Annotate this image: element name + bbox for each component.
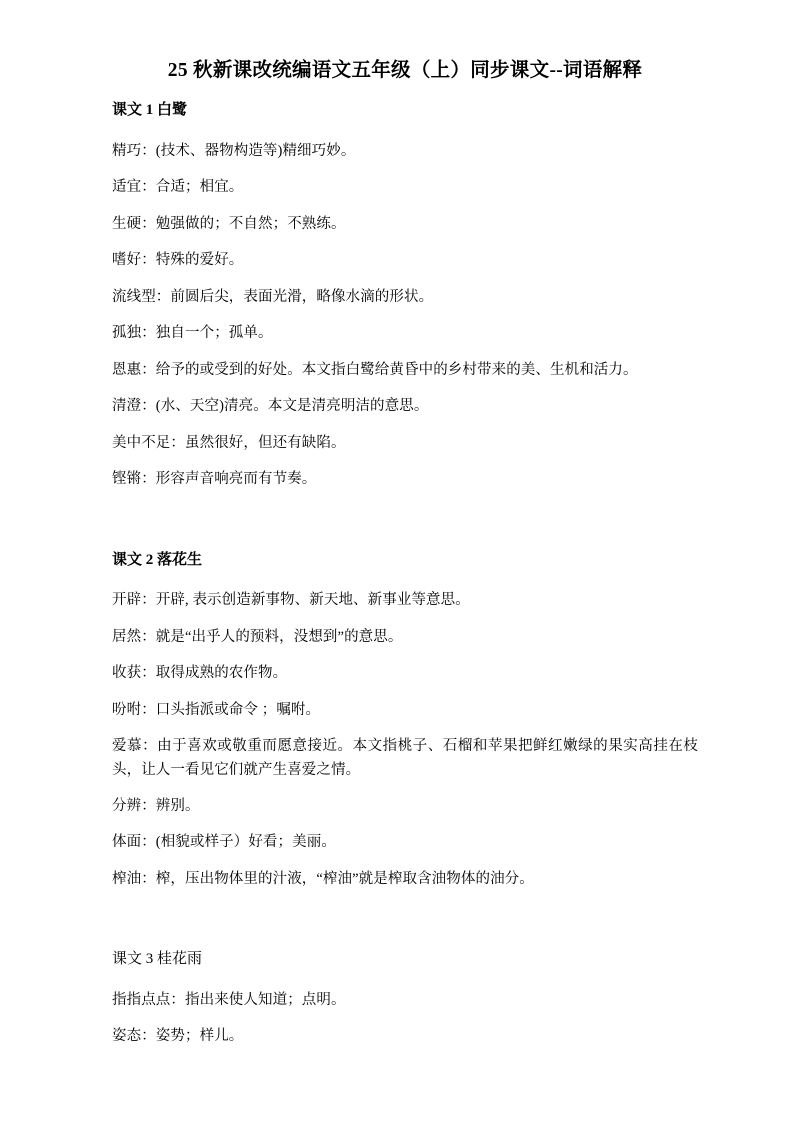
definition-entry: 美中不足：虽然很好，但还有缺陷。	[112, 434, 346, 451]
definition-entry: 孤独：独自一个；孤单。	[112, 325, 273, 342]
definition-entry: 居然：就是“出乎人的预料，没想到”的意思。	[112, 628, 403, 645]
section-spacer	[112, 904, 698, 934]
definition-entry: 流线型：前圆后尖，表面光滑，略像水滴的形状。	[112, 288, 434, 305]
definition-entry: 分辨：辨别。	[112, 798, 200, 814]
section-spacer	[112, 505, 698, 535]
section-heading-1: 课文 1 白鹭	[112, 102, 188, 119]
definition-entry: 适宜：合适；相宜。	[112, 179, 244, 196]
definition-entry: 精巧：(技术、器物构造等)精细巧妙。	[112, 142, 356, 159]
definition-entry: 榨油：榨，压出物体里的汁液，“榨油”就是榨取含油物体的油分。	[112, 870, 534, 887]
definition-entry: 姿态：姿势；样儿。	[112, 1028, 244, 1045]
definition-entry: 恩惠：给予的或受到的好处。本文指白鹭给黄昏中的乡村带来的美、生机和活力。	[112, 361, 638, 378]
section-heading-2: 课文 2 落花生	[112, 551, 203, 568]
definition-entry: 收获：取得成熟的农作物。	[112, 665, 288, 682]
definition-entry: 体面：(相貌或样子）好看；美丽。	[112, 834, 336, 851]
page-title: 25 秋新课改统编语文五年级（上）同步课文--词语解释	[167, 60, 643, 81]
definition-entry: 开辟：开辟, 表示创造新事物、新天地、新事业等意思。	[112, 592, 470, 609]
definition-entry: 指指点点：指出来使人知道；点明。	[112, 991, 346, 1008]
section-heading-3: 课文 3 桂花雨	[112, 951, 203, 968]
definition-entry: 清澄：(水、天空)清亮。本文是清亮明洁的意思。	[112, 398, 429, 415]
document-body	[112, 56, 698, 1062]
definition-entry: 生硬：勉强做的；不自然；不熟练。	[112, 215, 346, 232]
definition-entry: 吩咐：口头指派或命令 ；嘱咐。	[112, 701, 321, 718]
definition-entry: 铿锵：形容声音响亮而有节奏。	[112, 471, 317, 488]
definition-entry: 爱慕：由于喜欢或敬重而愿意接近。本文指桃子、石榴和苹果把鲜红嫩绿的果实高挂在枝头，让人一看见它们就产生喜爱之情。	[112, 738, 698, 778]
definition-entry: 嗜好：特殊的爱好。	[112, 252, 244, 269]
